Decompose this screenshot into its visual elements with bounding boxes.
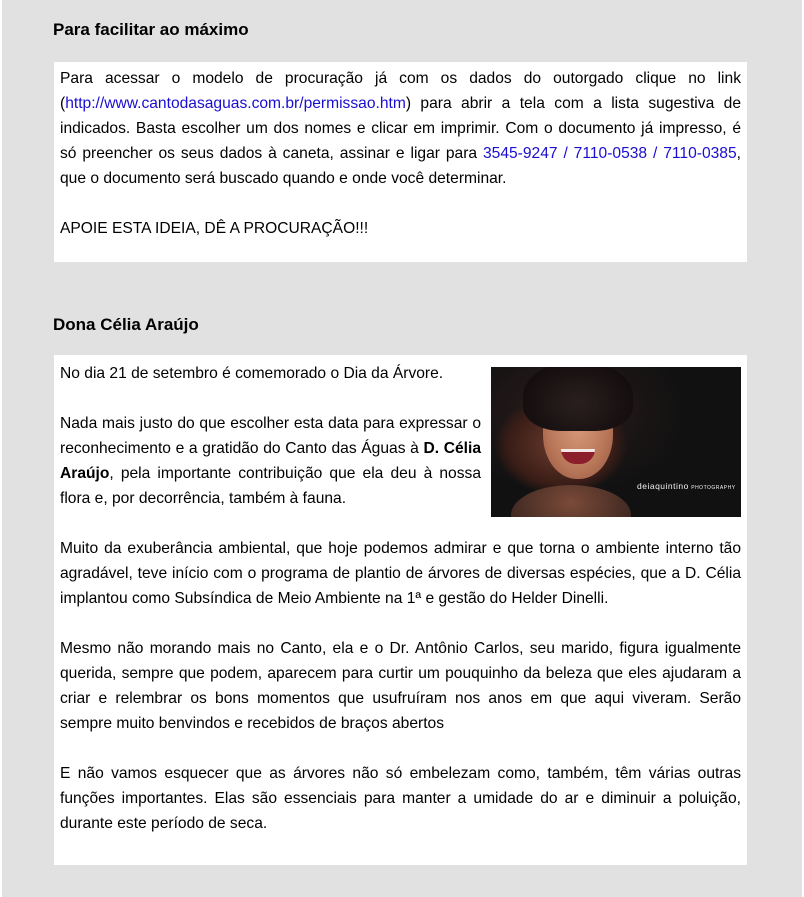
celia-photo	[491, 367, 741, 517]
permissao-link[interactable]: http://www.cantodasaguas.com.br/permissao.htm	[65, 95, 406, 112]
section-title-facilitar: Para facilitar ao máximo	[53, 20, 249, 39]
procuracao-text-b: ) para abrir a tela com a lista sugestiva de indicados. Basta escolher um dos nomes e clicar em imprimir. Com o documento já impresso, é só preencher os seus dados à caneta, assinar e ligar para	[60, 95, 741, 162]
photo-shoulder	[511, 485, 631, 517]
celia-paragraph-5: E não vamos esquecer que as árvores não só embelezam como, também, têm várias outras funções importantes. Elas são essenciais para manter a umidade do ar e diminuir a poluição, durante este período de seca.	[60, 765, 741, 832]
celia-paragraph-1: No dia 21 de setembro é comemorado o Dia da Árvore.	[60, 365, 444, 382]
procuracao-box	[54, 62, 747, 262]
celia-name-bold: D. Célia Araújo	[60, 440, 481, 482]
celia-box	[54, 355, 747, 865]
procuracao-text-a: Para acessar o modelo de procuração já com os dados do outorgado clique no link (	[60, 70, 741, 112]
phone-numbers: 3545-9247 / 7110-0538 / 7110-0385	[482, 145, 737, 162]
celia-paragraph-3: Muito da exuberância ambiental, que hoje podemos admirar e que torna o ambiente interno tão agradável, teve início com o programa de plantio de árvores de diversas espécies, que a D. Célia implantou como Subsíndica de Meio Ambiente na 1ª e gestão do Helder Dinelli.	[60, 540, 741, 607]
section-title-celia: Dona Célia Araújo	[53, 315, 199, 334]
procuracao-text-c: , que o documento será buscado quando e onde você determinar.	[60, 145, 741, 187]
photo-credit	[637, 474, 736, 501]
photo-hair	[523, 367, 633, 431]
photo-credit-main: deiaquintino	[637, 481, 689, 491]
apoie-text: APOIE ESTA IDEIA, DÊ A PROCURAÇÃO!!!	[60, 220, 369, 237]
celia-p2-text-a: Nada mais justo do que escolher esta data para expressar o reconhecimento e a gratidão do Canto das Águas à	[60, 415, 481, 457]
procuracao-paragraph	[60, 66, 741, 191]
photo-credit-sub: PHOTOGRAPHY	[691, 485, 736, 491]
celia-p2-text-b: , pela importante contribuição que ela deu à nossa flora e, por decorrência, também à fauna.	[60, 465, 481, 507]
celia-paragraph-4: Mesmo não morando mais no Canto, ela e o Dr. Antônio Carlos, seu marido, figura igualmente querida, sempre que podem, aparecem para curtir um pouquinho da beleza que eles ajudaram a criar e relembrar os bons momentos que usufruíram nos anos em que aqui viveram. Serão sempre muito benvindos e recebidos de braços abertos	[60, 640, 741, 732]
